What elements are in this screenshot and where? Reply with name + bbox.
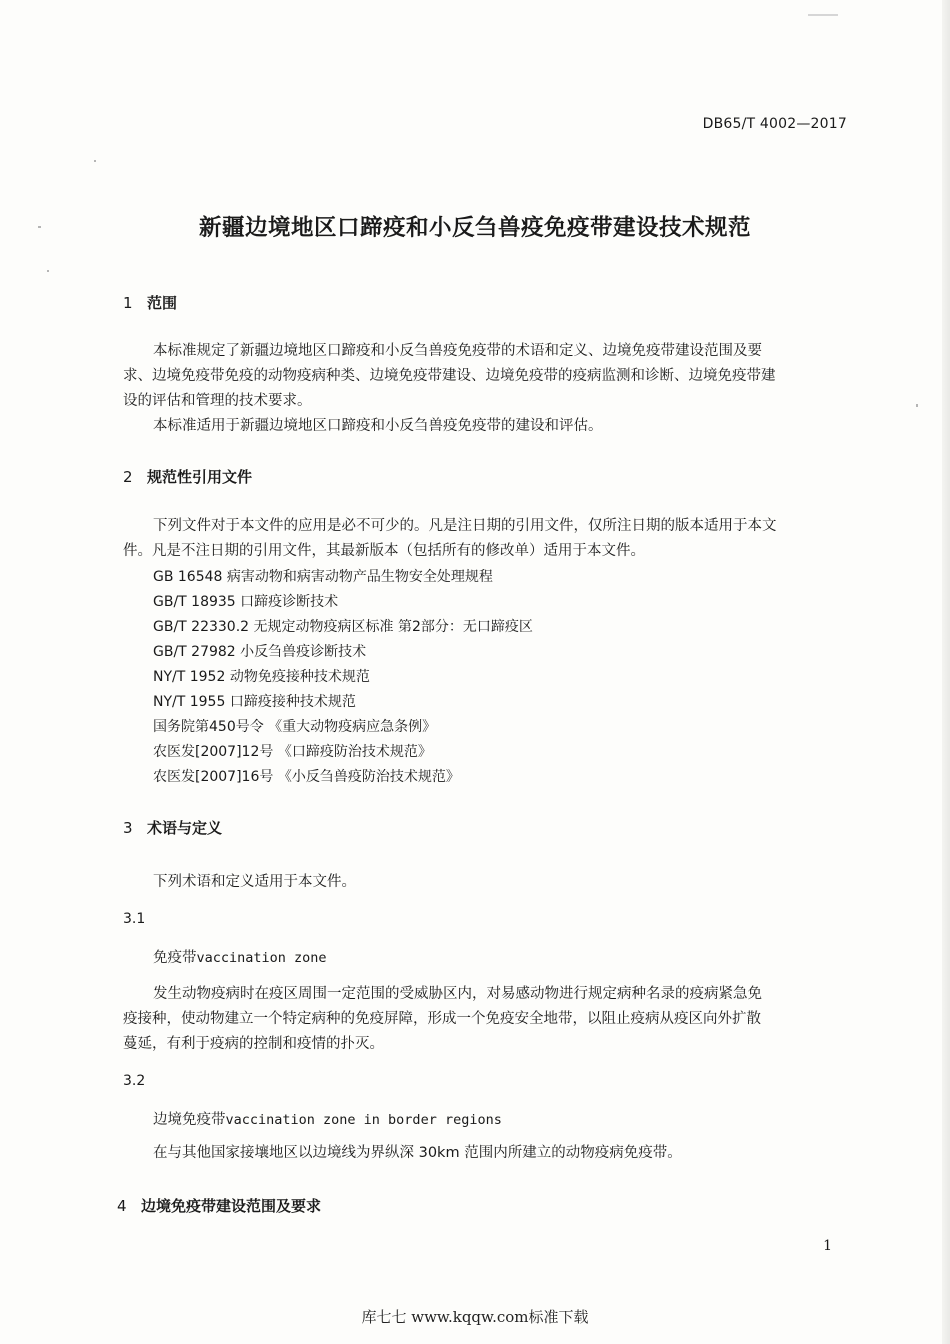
scan-speck [808,14,838,16]
term-cn: 免疫带 [153,950,197,966]
scan-edge [942,0,950,1344]
term-entry [153,1108,502,1129]
scan-speck [94,160,96,162]
paragraph-line: 下列术语和定义适用于本文件。 [153,874,356,890]
section-heading-3: 3 术语与定义 [123,819,223,837]
clause-number: 3.1 [123,911,146,927]
scan-speck [47,270,49,272]
reference-item: GB/T 18935 口蹄疫诊断技术 [153,594,339,610]
paragraph-line: 本标准适用于新疆边境地区口蹄疫和小反刍兽疫免疫带的建设和评估。 [153,418,603,434]
paragraph-line: 疫接种，使动物建立一个特定病种的免疫屏障，形成一个免疫安全地带，以阻止疫病从疫区向外扩散 [123,1011,761,1027]
reference-item: NY/T 1952 动物免疫接种技术规范 [153,669,370,685]
section-heading-1: 1 范围 [123,294,178,312]
paragraph-line: 件。凡是不注日期的引用文件，其最新版本（包括所有的修改单）适用于本文件。 [123,543,645,559]
paragraph-line: 蔓延，有利于疫病的控制和疫情的扑灭。 [123,1036,384,1052]
paragraph-line: 下列文件对于本文件的应用是必不可少的。凡是注日期的引用文件，仅所注日期的版本适用于本文 [153,518,777,534]
paragraph-line: 在与其他国家接壤地区以边境线为界纵深 30km 范围内所建立的动物疫病免疫带。 [153,1145,682,1161]
term-en: vaccination zone [196,950,327,966]
paragraph-line: 本标准规定了新疆边境地区口蹄疫和小反刍兽疫免疫带的术语和定义、边境免疫带建设范围及要 [153,343,762,359]
reference-item: GB/T 27982 小反刍兽疫诊断技术 [153,644,367,660]
term-en: vaccination zone in border regions [225,1112,502,1128]
term-entry [153,946,327,967]
reference-item: 农医发[2007]16号 《小反刍兽疫防治技术规范》 [153,769,460,785]
paragraph-line: 求、边境免疫带免疫的动物疫病种类、边境免疫带建设、边境免疫带的疫病监测和诊断、边境免疫带建 [123,368,776,384]
paragraph-line: 设的评估和管理的技术要求。 [123,393,312,409]
reference-item: GB/T 22330.2 无规定动物疫病区标准 第2部分：无口蹄疫区 [153,619,533,635]
scan-speck [916,404,918,407]
term-cn: 边境免疫带 [153,1112,226,1128]
reference-item: 农医发[2007]12号 《口蹄疫防治技术规范》 [153,744,432,760]
standard-code: DB65/T 4002—2017 [702,116,847,132]
section-heading-2: 2 规范性引用文件 [123,468,253,486]
section-heading-4: 4 边境免疫带建设范围及要求 [117,1197,322,1215]
paragraph-line: 发生动物疫病时在疫区周围一定范围的受威胁区内，对易感动物进行规定病种名录的疫病紧急免 [153,986,762,1002]
reference-item: 国务院第450号令 《重大动物疫病应急条例》 [153,719,437,735]
page-number: 1 [823,1238,832,1254]
footer-watermark: 库七七 www.kqqw.com标准下载 [361,1308,589,1326]
reference-item: NY/T 1955 口蹄疫接种技术规范 [153,694,356,710]
reference-item: GB 16548 病害动物和病害动物产品生物安全处理规程 [153,569,493,585]
clause-number: 3.2 [123,1073,146,1089]
page-title: 新疆边境地区口蹄疫和小反刍兽疫免疫带建设技术规范 [198,215,751,241]
